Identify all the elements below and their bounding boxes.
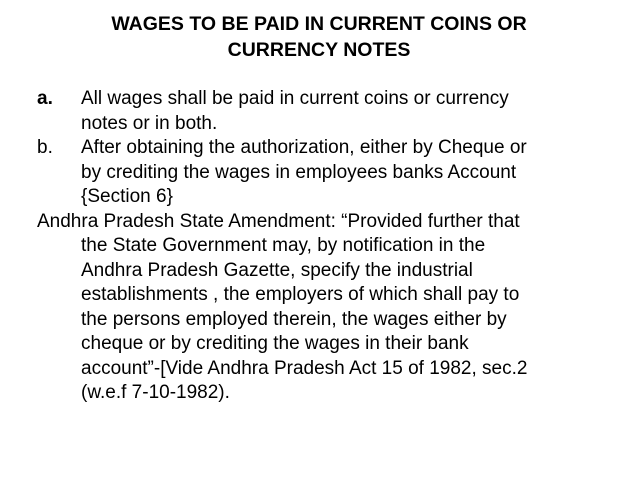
slide-body [37,87,627,406]
amendment-line-4: establishments , the employers of which shall pay to [81,284,520,305]
list-marker-a: a. [37,88,53,109]
item-a-line-1: All wages shall be paid in current coins or currency [81,88,509,109]
list-item-b [37,136,627,210]
item-b-line-3: {Section 6} [81,186,173,207]
item-b-line-2: by crediting the wages in employees banks Account [81,161,517,183]
title-line-1: WAGES TO BE PAID IN CURRENT COINS OR [111,13,527,35]
amendment-paragraph [37,210,627,406]
amendment-line-1: Andhra Pradesh State Amendment: “Provided further that [37,210,520,232]
title-line-2: CURRENCY NOTES [227,39,411,61]
list-item-a [37,87,627,136]
amendment-line-3: Andhra Pradesh Gazette, specify the industrial [81,259,473,281]
amendment-line-6: cheque or by crediting the wages in their bank [81,333,469,354]
amendment-line-7: account”-[Vide Andhra Pradesh Act 15 of 1982, sec.2 [81,357,528,379]
item-a-line-2: notes or in both. [81,112,218,134]
list-marker-b: b. [37,137,53,158]
amendment-line-8: (w.e.f 7-10-1982). [81,382,230,403]
amendment-line-2: the State Government may, by notification in the [81,235,486,256]
item-b-line-1: After obtaining the authorization, either by Cheque or [81,137,527,158]
amendment-line-5: the persons employed therein, the wages either by [81,308,507,330]
slide-title [30,11,608,63]
